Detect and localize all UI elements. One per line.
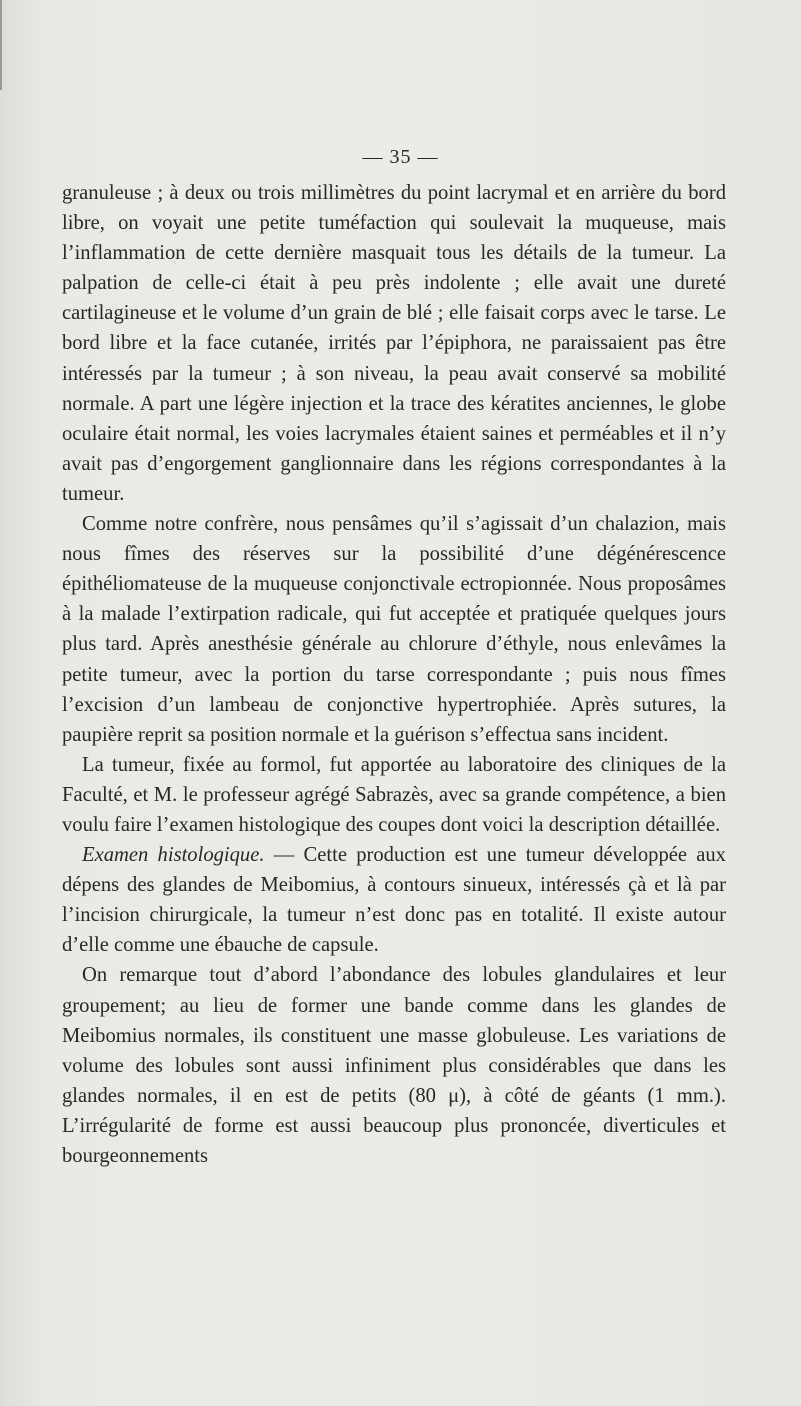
section-heading-examen: Examen histologique. [82, 844, 265, 867]
paragraph-4 [62, 840, 726, 960]
paragraph-4-text: — Cette production est une tumeur développée aux dépens des glandes de Meibomius, à contours sinueux, intéressés çà et là par l’incision chirurgicale, la tumeur n’est donc pas en totalité. Il existe autour d’elle comme une ébauche de capsule. [62, 844, 726, 957]
page-number: — 35 — [362, 146, 439, 168]
body-text [62, 178, 726, 1171]
paragraph-2: Comme notre confrère, nous pensâmes qu’il s’agissait d’un chalazion, mais nous fîmes des réserves sur la possibilité d’une dégénérescence épithéliomateuse de la muqueuse conjonctivale ectropionnée. Nous proposâmes à la malade l’extirpation radicale, qui fut acceptée et pratiquée quelques jours plus tard. Après anesthésie générale au chlorure d’éthyle, nous enlevâmes la petite tumeur, avec la portion du tarse correspondante ; puis nous fîmes l’excision d’un lambeau de conjonctive hypertrophiée. Après sutures, la paupière reprit sa position normale et la guérison s’effectua sans incident. [62, 513, 726, 746]
paragraph-5: On remarque tout d’abord l’abondance des lobules glandulaires et leur groupement; au lieu de former une bande comme dans les glandes de Meibomius normales, ils constituent une masse globuleuse. Les variations de volume des lobules sont aussi infiniment plus considérables que dans les glandes normales, il en est de petits (80 μ), à côté de géants (1 mm.). L’irrégularité de forme est aussi beaucoup plus prononcée, diverticules et bourgeonnements [62, 964, 726, 1167]
paragraph-3: La tumeur, fixée au formol, fut apportée au laboratoire des cliniques de la Faculté, et M. le professeur agrégé Sabrazès, avec sa grande compétence, a bien voulu faire l’examen histologique des coupes dont voici la description détaillée. [62, 753, 726, 836]
paragraph-1: granuleuse ; à deux ou trois millimètres du point lacrymal et en arrière du bord libre, on voyait une petite tuméfaction qui soulevait la muqueuse, mais l’inflammation de cette dernière masquait tous les détails de la tumeur. La palpation de celle-ci était à peu près indolente ; elle avait une dureté cartilagineuse et le volume d’un grain de blé ; elle faisait corps avec le tarse. Le bord libre et la face cutanée, irrités par l’épiphora, ne paraissaient pas être intéressés par la tumeur ; à son niveau, la peau avait conservé sa mobilité normale. A part une légère injection et la trace des kératites anciennes, le globe oculaire était normal, les voies lacrymales étaient saines et perméables et il n’y avait pas d’engorgement ganglionnaire dans les régions correspondantes à la tumeur. [62, 182, 726, 505]
page-edge-line [0, 0, 2, 90]
